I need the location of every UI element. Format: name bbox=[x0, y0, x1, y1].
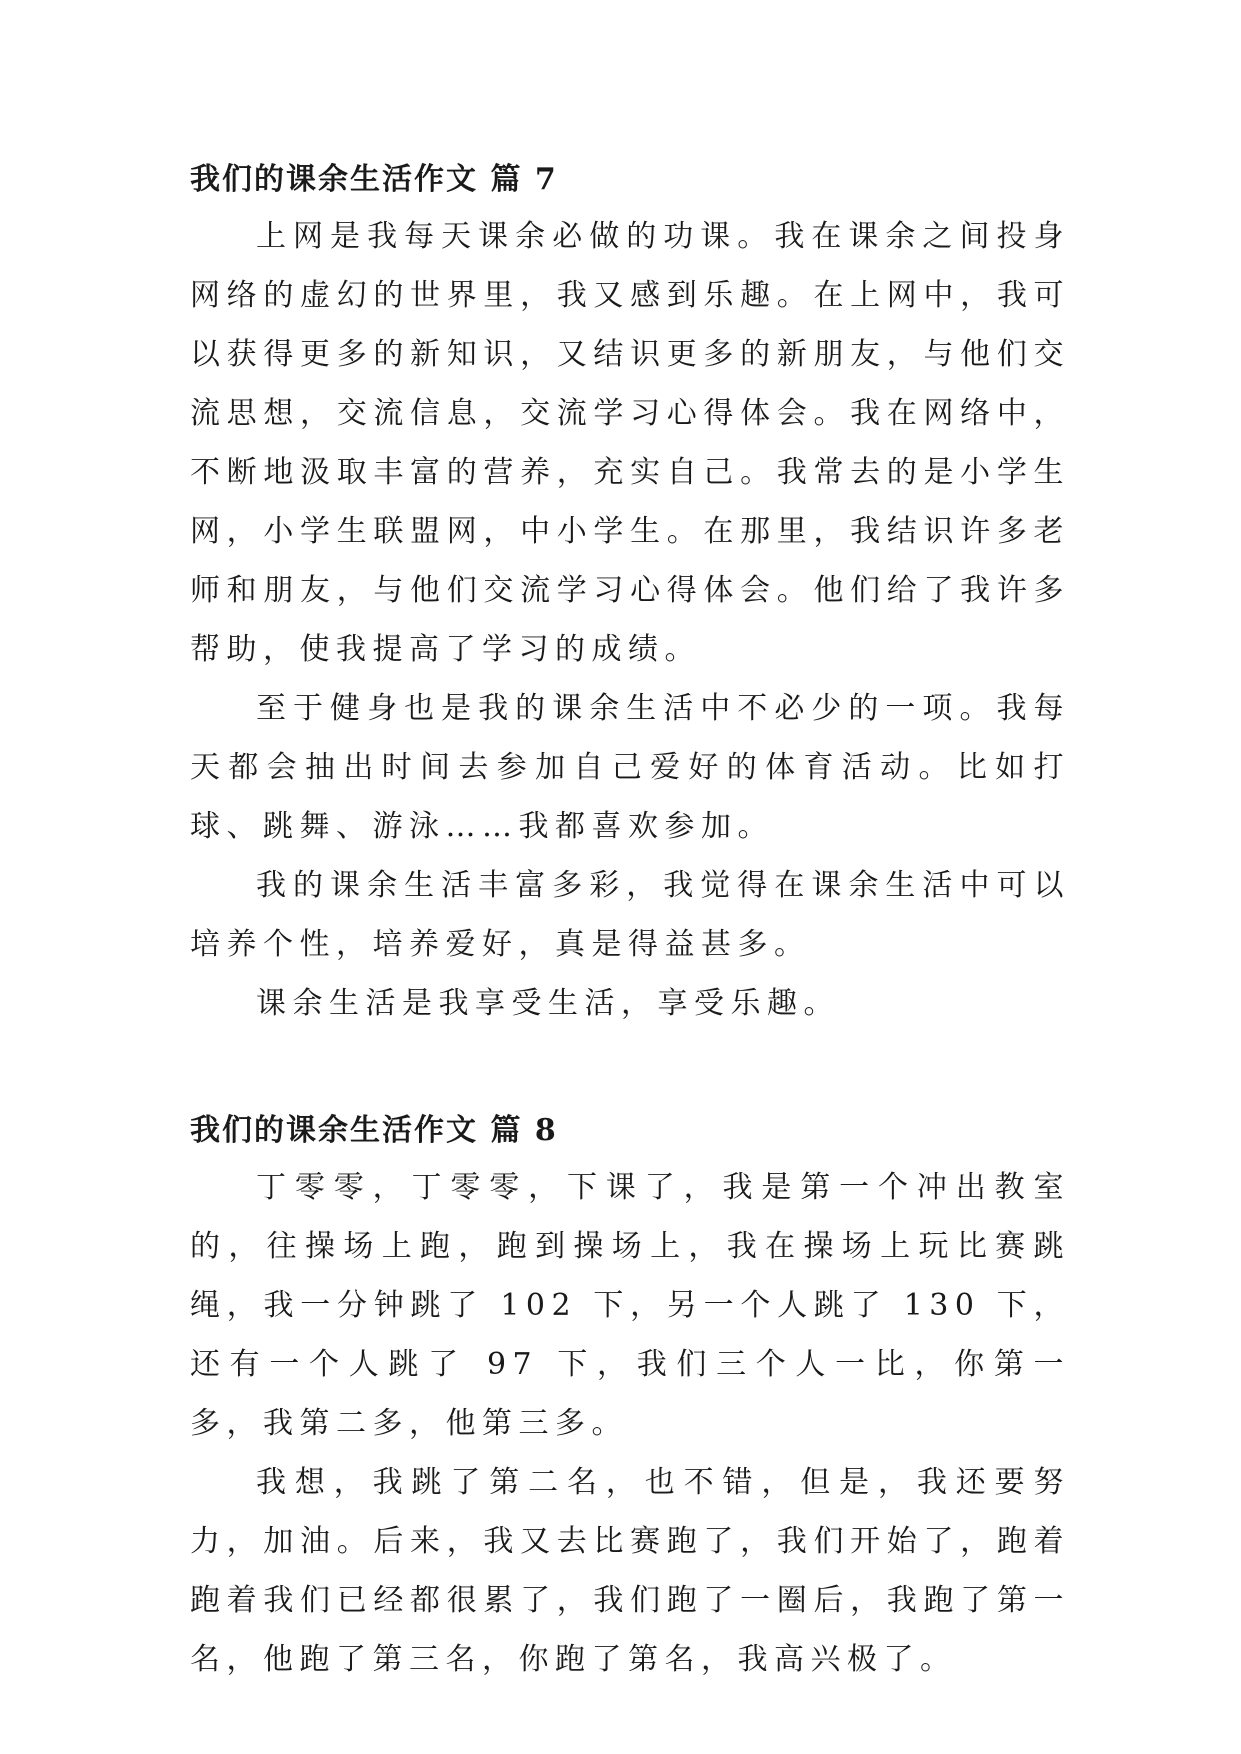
paragraph: 我想，我跳了第二名，也不错，但是，我还要努力，加油。后来，我又去比赛跑了，我们开始了，跑着跑着我们已经都很累了，我们跑了一圈后，我跑了第一名，他跑了第三名，你跑了第名，我高兴极了。 bbox=[190, 1465, 1070, 1677]
section-title: 我们的课余生活作文 篇 8 bbox=[190, 1113, 558, 1148]
paragraph: 上网是我每天课余必做的功课。我在课余之间投身网络的虚幻的世界里，我又感到乐趣。在上网中，我可以获得更多的新知识，又结识更多的新朋友，与他们交流思想，交流信息，交流学习心得体会。我在网络中，不断地汲取丰富的营养，充实自己。我常去的是小学生网，小学生联盟网，中小学生。在那里，我结识许多老师和朋友，与他们交流学习心得体会。他们给了我许多帮助，使我提高了学习的成绩。 bbox=[190, 219, 1070, 667]
paragraph: 课余生活是我享受生活，享受乐趣。 bbox=[256, 986, 840, 1021]
document-page bbox=[190, 160, 1070, 1689]
section-title: 我们的课余生活作文 篇 7 bbox=[190, 162, 558, 197]
essay-section-7 bbox=[190, 160, 1070, 1033]
paragraph: 我的课余生活丰富多彩，我觉得在课余生活中可以培养个性，培养爱好，真是得益甚多。 bbox=[190, 868, 1070, 962]
essay-section-8 bbox=[190, 1111, 1070, 1689]
paragraph: 丁零零，丁零零，下课了，我是第一个冲出教室的，往操场上跑，跑到操场上，我在操场上玩比赛跳绳，我一分钟跳了 102 下，另一个人跳了 130 下，还有一个人跳了 97 下，我们三个人一比，你第一多，我第二多，他第三多。 bbox=[190, 1170, 1070, 1441]
paragraph: 至于健身也是我的课余生活中不必少的一项。我每天都会抽出时间去参加自己爱好的体育活动。比如打球、跳舞、游泳……我都喜欢参加。 bbox=[190, 691, 1070, 844]
